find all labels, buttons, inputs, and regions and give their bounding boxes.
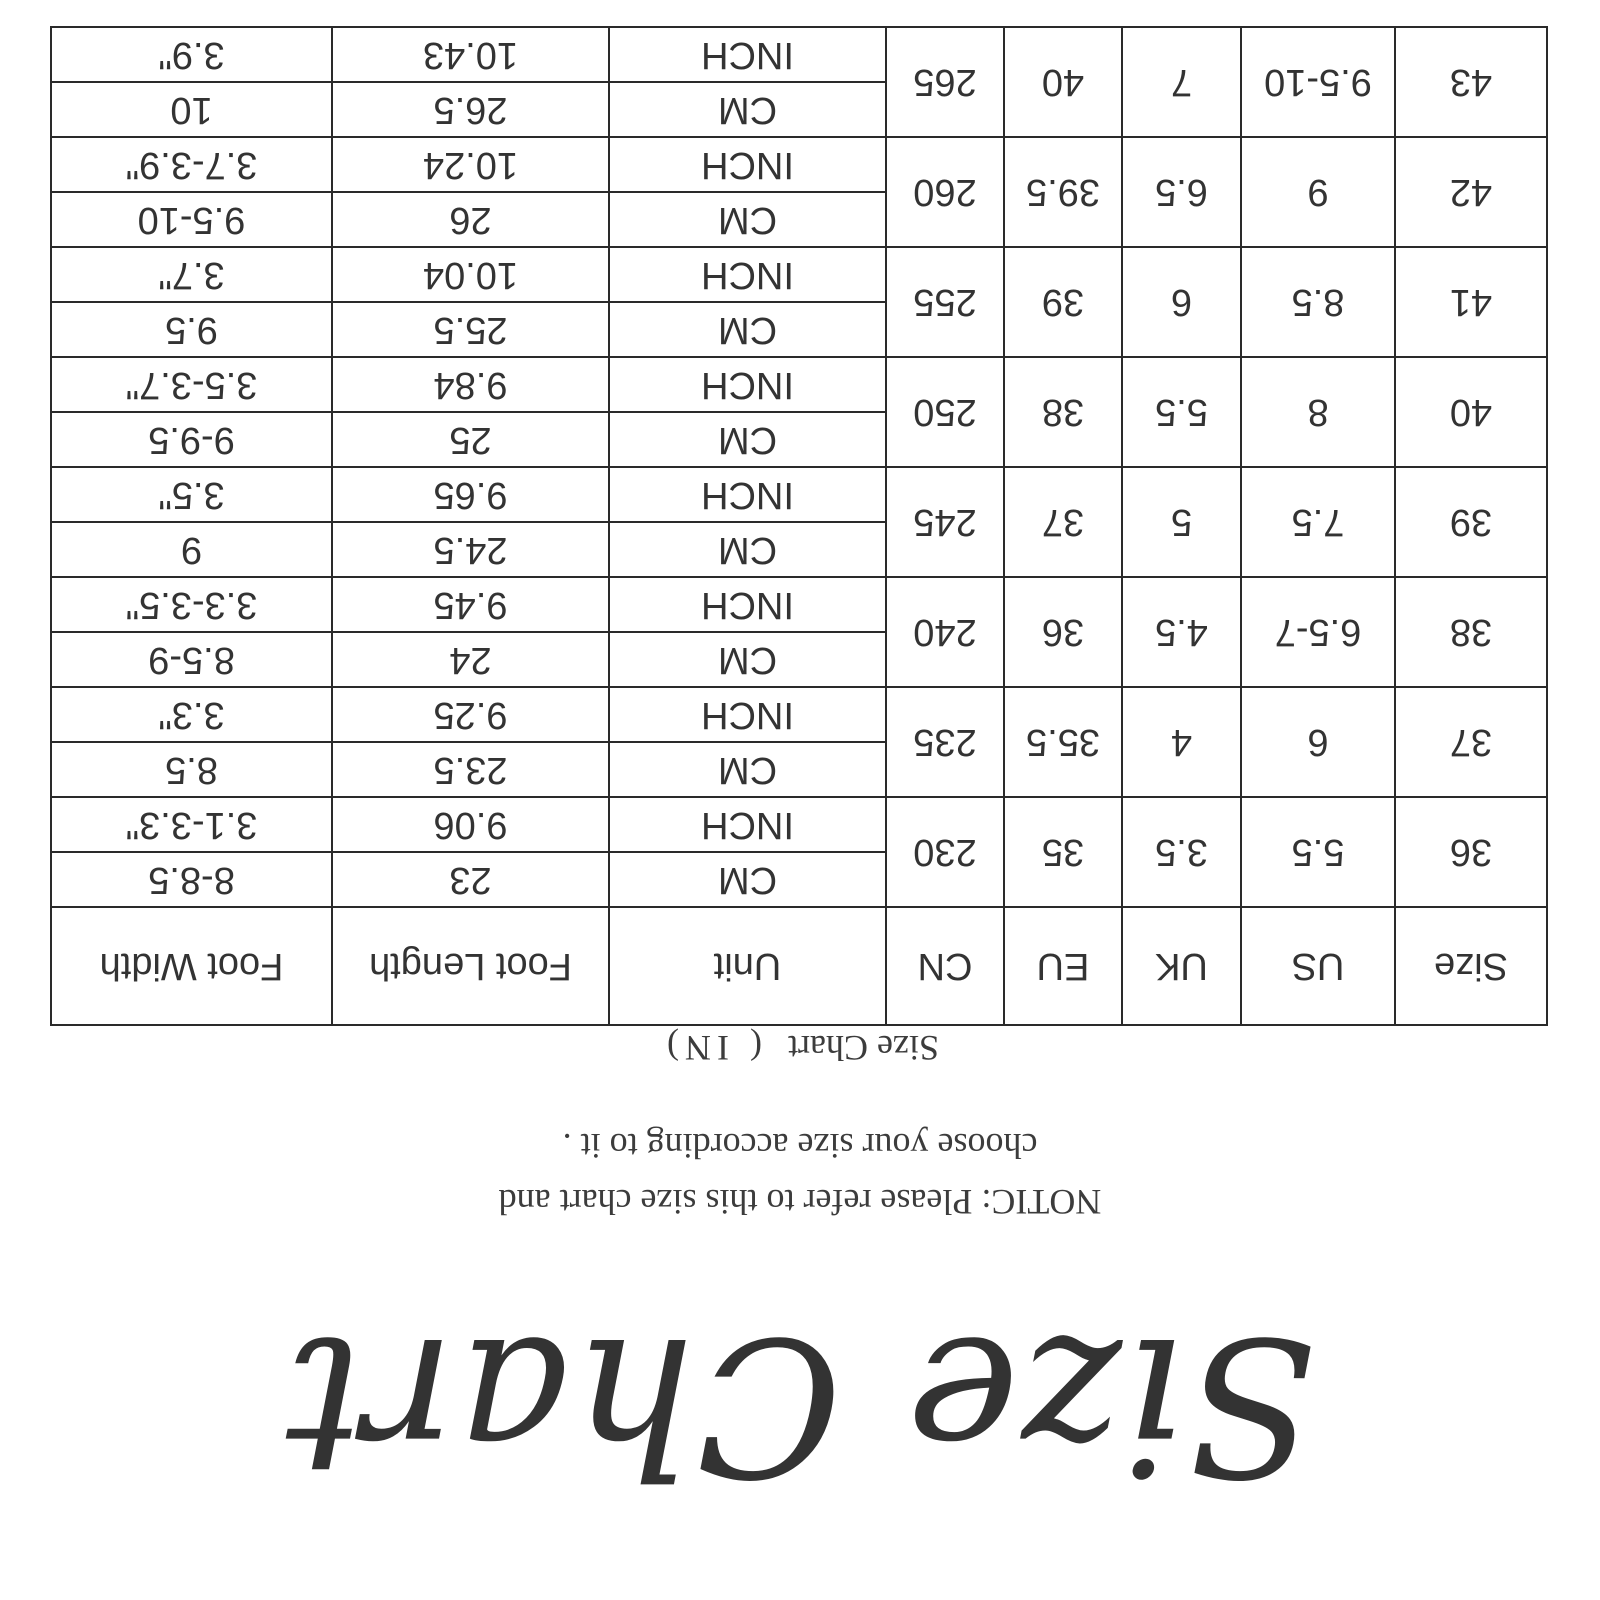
cell-us: 6.5-7 — [1241, 577, 1395, 687]
table-body — [51, 27, 1547, 907]
header-foot-width: Foot Width — [51, 907, 332, 1025]
chart-subtitle — [0, 1026, 1600, 1070]
cell-size: 41 — [1395, 247, 1547, 357]
cell-eu: 39.5 — [1004, 137, 1122, 247]
cell-us: 5.5 — [1241, 797, 1395, 907]
cell-foot-length-cm: 23.5 — [332, 742, 609, 797]
table-row — [51, 412, 1547, 467]
cell-foot-length-inch: 10.24 — [332, 137, 609, 192]
header-us: US — [1241, 907, 1395, 1025]
cell-unit-inch: INCH — [609, 27, 886, 82]
cell-unit-inch: INCH — [609, 357, 886, 412]
table-row — [51, 302, 1547, 357]
cell-cn: 265 — [886, 27, 1004, 137]
cell-size: 36 — [1395, 797, 1547, 907]
cell-cn: 250 — [886, 357, 1004, 467]
cell-unit-cm: CM — [609, 522, 886, 577]
cell-eu: 38 — [1004, 357, 1122, 467]
header-unit: Unit — [609, 907, 886, 1025]
cell-uk: 6 — [1122, 247, 1241, 357]
cell-unit-cm: CM — [609, 192, 886, 247]
cell-foot-length-inch: 9.25 — [332, 687, 609, 742]
header-uk: UK — [1122, 907, 1241, 1025]
notice-line-1: NOTIC: Please refer to this size chart and — [498, 1182, 1102, 1222]
cell-unit-inch: INCH — [609, 577, 886, 632]
page-title: Size Chart — [283, 1295, 1317, 1516]
cell-foot-width-cm: 9 — [51, 522, 332, 577]
table-row — [51, 632, 1547, 687]
cell-foot-length-cm: 26 — [332, 192, 609, 247]
notice-line-2: choose your size according to it . — [562, 1126, 1038, 1166]
cell-foot-length-cm: 23 — [332, 852, 609, 907]
cell-foot-width-inch: 3.3" — [51, 687, 332, 742]
cell-us: 7.5 — [1241, 467, 1395, 577]
subtitle-unit: ( IN) — [661, 1028, 762, 1068]
cell-foot-width-cm: 8.5-9 — [51, 632, 332, 687]
cell-uk: 4 — [1122, 687, 1241, 797]
cell-size: 38 — [1395, 577, 1547, 687]
cell-cn: 245 — [886, 467, 1004, 577]
cell-us: 8 — [1241, 357, 1395, 467]
cell-uk: 4.5 — [1122, 577, 1241, 687]
table-header-row — [51, 907, 1547, 1025]
cell-foot-width-cm: 9.5-10 — [51, 192, 332, 247]
cell-foot-width-inch: 3.5-3.7" — [51, 357, 332, 412]
cell-size: 37 — [1395, 687, 1547, 797]
cell-cn: 260 — [886, 137, 1004, 247]
cell-unit-cm: CM — [609, 412, 886, 467]
cell-foot-length-inch: 10.43 — [332, 27, 609, 82]
cell-foot-width-cm: 9-9.5 — [51, 412, 332, 467]
cell-foot-width-inch: 3.5" — [51, 467, 332, 522]
table-row — [51, 742, 1547, 797]
cell-uk: 3.5 — [1122, 797, 1241, 907]
cell-foot-length-inch: 9.45 — [332, 577, 609, 632]
header-foot-length: Foot Length — [332, 907, 609, 1025]
cell-cn: 230 — [886, 797, 1004, 907]
header-size: Size — [1395, 907, 1547, 1025]
header-cn: CN — [886, 907, 1004, 1025]
cell-unit-cm: CM — [609, 742, 886, 797]
cell-eu: 40 — [1004, 27, 1122, 137]
cell-size: 42 — [1395, 137, 1547, 247]
table-row — [51, 522, 1547, 577]
cell-unit-cm: CM — [609, 82, 886, 137]
cell-foot-length-cm: 24 — [332, 632, 609, 687]
cell-foot-length-inch: 10.04 — [332, 247, 609, 302]
cell-eu: 39 — [1004, 247, 1122, 357]
cell-foot-length-cm: 24.5 — [332, 522, 609, 577]
cell-us: 8.5 — [1241, 247, 1395, 357]
size-table — [50, 26, 1548, 1026]
cell-unit-cm: CM — [609, 632, 886, 687]
cell-foot-length-cm: 26.5 — [332, 82, 609, 137]
cell-uk: 5.5 — [1122, 357, 1241, 467]
cell-cn: 235 — [886, 687, 1004, 797]
cell-cn: 240 — [886, 577, 1004, 687]
cell-foot-width-cm: 8.5 — [51, 742, 332, 797]
cell-unit-inch: INCH — [609, 467, 886, 522]
cell-uk: 6.5 — [1122, 137, 1241, 247]
table-row — [51, 192, 1547, 247]
cell-cn: 255 — [886, 247, 1004, 357]
cell-foot-width-inch: 3.3-3.5" — [51, 577, 332, 632]
cell-foot-length-cm: 25 — [332, 412, 609, 467]
cell-us: 9.5-10 — [1241, 27, 1395, 137]
cell-foot-width-inch: 3.7" — [51, 247, 332, 302]
cell-foot-width-cm: 9.5 — [51, 302, 332, 357]
cell-foot-length-inch: 9.65 — [332, 467, 609, 522]
cell-unit-inch: INCH — [609, 687, 886, 742]
cell-foot-width-cm: 8-8.5 — [51, 852, 332, 907]
cell-size: 43 — [1395, 27, 1547, 137]
cell-unit-inch: INCH — [609, 797, 886, 852]
cell-us: 6 — [1241, 687, 1395, 797]
cell-foot-width-inch: 3.9" — [51, 27, 332, 82]
cell-foot-width-cm: 10 — [51, 82, 332, 137]
cell-foot-length-inch: 9.84 — [332, 357, 609, 412]
cell-uk: 7 — [1122, 27, 1241, 137]
cell-size: 39 — [1395, 467, 1547, 577]
cell-eu: 35.5 — [1004, 687, 1122, 797]
table-row — [51, 852, 1547, 907]
cell-foot-length-inch: 9.06 — [332, 797, 609, 852]
cell-eu: 37 — [1004, 467, 1122, 577]
cell-eu: 36 — [1004, 577, 1122, 687]
cell-size: 40 — [1395, 357, 1547, 467]
cell-foot-width-inch: 3.1-3.3" — [51, 797, 332, 852]
cell-foot-length-cm: 25.5 — [332, 302, 609, 357]
cell-unit-cm: CM — [609, 852, 886, 907]
cell-eu: 35 — [1004, 797, 1122, 907]
cell-unit-inch: INCH — [609, 137, 886, 192]
cell-unit-inch: INCH — [609, 247, 886, 302]
cell-foot-width-inch: 3.7-3.9" — [51, 137, 332, 192]
header-eu: EU — [1004, 907, 1122, 1025]
subtitle-text: Size Chart — [788, 1028, 939, 1068]
notice-text — [0, 1118, 1600, 1230]
cell-us: 9 — [1241, 137, 1395, 247]
cell-unit-cm: CM — [609, 302, 886, 357]
cell-uk: 5 — [1122, 467, 1241, 577]
table-row — [51, 82, 1547, 137]
